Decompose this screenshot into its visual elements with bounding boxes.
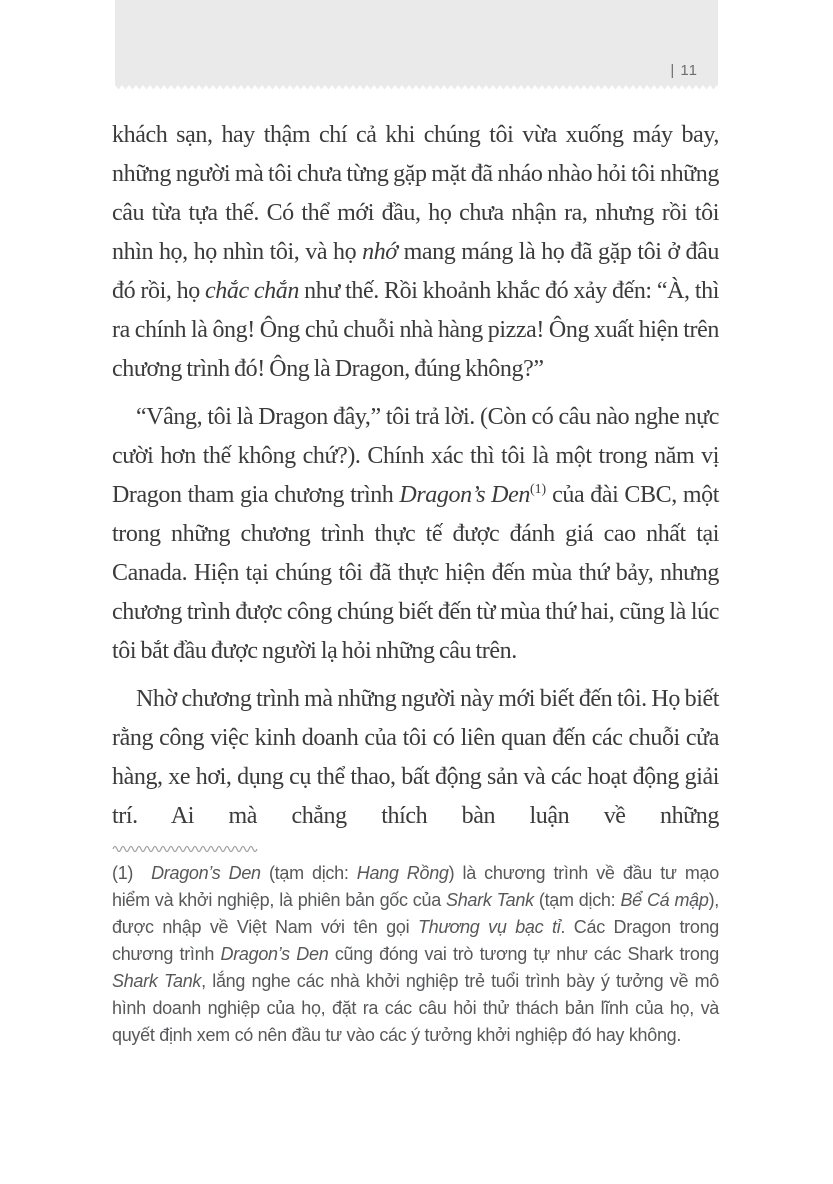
footnote-marker: (1) — [112, 863, 134, 883]
footnote-separator — [112, 845, 719, 852]
italic-run: Shark Tank — [112, 971, 202, 991]
footnote-reference: (1) — [529, 482, 547, 497]
body-text — [112, 116, 719, 836]
text-run: mang máng là họ đã gặp tôi ở đâu đó rồi, họ — [112, 239, 719, 304]
italic-run: chắc chắn — [205, 278, 299, 304]
text-run: , lắng nghe các nhà khởi nghiệp trẻ tuổi trình bày ý tưởng về mô hình doanh nghiệp của họ, đặt ra các câu hỏi thử thách bản lĩnh của họ, và quyết định xem có nên đầu tư vào các ý tưởng khởi nghiệp đó hay không. — [112, 971, 720, 1045]
italic-run: Dragon’s Den — [399, 482, 530, 508]
text-run: ), được nhập về Việt Nam với tên gọi — [112, 890, 719, 937]
italic-run: Dragon’s Den — [220, 944, 329, 964]
text-run: cũng đóng vai trò tương tự như các Shark trong — [328, 944, 719, 964]
italic-run: Thương vụ bạc tỉ — [417, 917, 561, 937]
text-run: của đài CBC, một trong những chương trình thực tế được đánh giá cao nhất tại Canada. Hiện tại chúng tôi đã thực hiện đến mùa thứ bảy, nhưng chương trình được công chúng biết đến từ mùa thứ hai, cũng là lúc tôi bắt đầu được người lạ hỏi những câu trên. — [112, 482, 719, 664]
page-content — [112, 116, 719, 1049]
text-run: . Các Dragon trong chương trình — [112, 917, 719, 964]
header-band — [115, 0, 718, 85]
footnote — [112, 860, 719, 1049]
italic-run: Bể Cá mập — [620, 890, 709, 910]
text-run: ) là chương trình về đầu tư mạo hiểm và khởi nghiệp, là phiên bản gốc của — [112, 863, 719, 910]
paragraph — [112, 680, 719, 836]
text-run: Nhờ chương trình mà những người này mới biết đến tôi. Họ biết rằng công việc kinh doanh của tôi có liên quan đến các chuỗi cửa hàng, xe hơi, dụng cụ thể thao, bất động sản và các hoạt động giải trí. Ai mà chẳng thích bàn luận về những — [112, 686, 719, 829]
italic-run: Hang Rồng — [356, 863, 449, 883]
paragraph — [112, 116, 719, 389]
italic-run: Dragon’s Den — [151, 863, 261, 883]
text-run: như thế. Rồi khoảnh khắc đó xảy đến: “À, thì ra chính là ông! Ông chủ chuỗi nhà hàng pizza! Ông xuất hiện trên chương trình đó! Ông là Dragon, đúng không?” — [112, 278, 719, 382]
text-run: (tạm dịch: — [533, 890, 621, 910]
text-run: (tạm dịch: — [260, 863, 357, 883]
italic-run: Shark Tank — [446, 890, 534, 910]
text-run: “Vâng, tôi là Dragon đây,” tôi trả lời. (Còn có câu nào nghe nực cười hơn thế không chứ?). Chính xác thì tôi là một trong năm vị Dragon tham gia chương trình — [112, 404, 719, 508]
deckle-edge — [115, 85, 718, 91]
italic-run: nhớ — [362, 239, 398, 265]
page-number: | 11 — [670, 62, 698, 79]
text-run: khách sạn, hay thậm chí cả khi chúng tôi vừa xuống máy bay, những người mà tôi chưa từng gặp mặt đã nháo nhào hỏi tôi những câu từa tựa thế. Có thể mới đầu, họ chưa nhận ra, nhưng rồi tôi nhìn họ, họ nhìn tôi, và họ — [112, 122, 719, 265]
footnote-text — [112, 863, 719, 1045]
paragraph — [112, 398, 719, 671]
wavy-rule-icon — [112, 845, 262, 852]
